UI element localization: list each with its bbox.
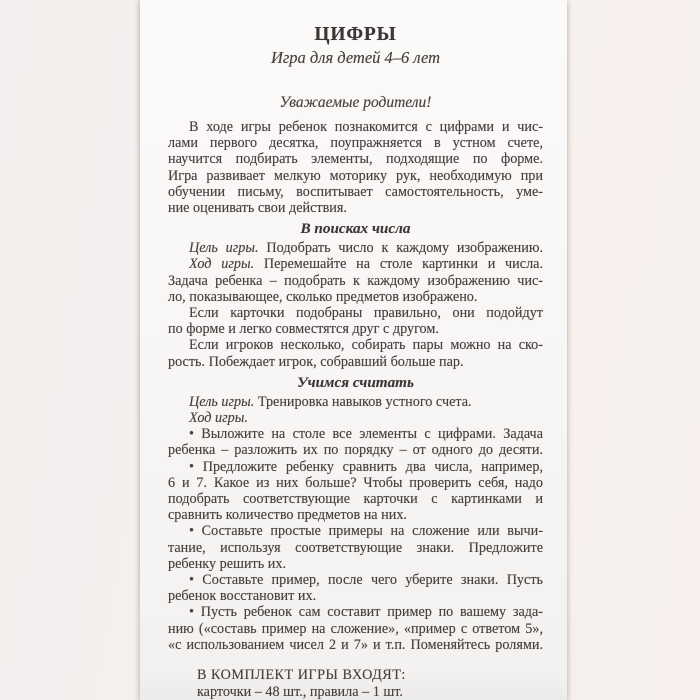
text-line: обучении письму, воспитывает самостоятельность, уме- xyxy=(168,183,543,200)
text-line: лами первого десятка, поупражняется в устном счете, xyxy=(168,135,543,152)
text-line: по форме и легко совместятся друг с другом. xyxy=(168,321,439,338)
text-line: подобрать соответствующие карточки с картинками и xyxy=(168,491,543,508)
text-line: Ход игры. xyxy=(189,410,248,427)
text-line: ребенка – разложить их по порядку – от одного до десяти. xyxy=(168,442,543,459)
text-line: нию («составь пример на сложение», «пример с ответом 5», xyxy=(168,620,543,637)
text-line: научится подбирать элементы, подходящие по форме. xyxy=(168,151,543,168)
text-line: ние оценивать свои действия. xyxy=(168,200,347,217)
text-line: Ход игры. Перемешайте на столе картинки и числа. xyxy=(189,256,543,273)
section-heading: В поисках числа xyxy=(300,220,411,238)
text-line: 6 и 7. Какое из них больше? Чтобы проверить себя, надо xyxy=(168,474,543,491)
text-line: Если карточки подобраны правильно, они подойдут xyxy=(189,305,543,322)
text-line: • Составьте простые примеры на сложение или вычи- xyxy=(189,523,543,540)
text-line: «с использованием чисел 2 и 7» и т.п. Поменяйтесь ролями. xyxy=(168,636,543,653)
text-line: ребенку решить их. xyxy=(168,555,287,572)
document-body xyxy=(168,119,543,653)
kit-heading: В КОМПЛЕКТ ИГРЫ ВХОДЯТ: xyxy=(197,667,406,684)
text-line: ребенок восстановит их. xyxy=(168,588,317,605)
text-line: рость. Побеждает игрок, собравший больше пар. xyxy=(168,353,464,370)
text-line: сравнить количество предметов на них. xyxy=(168,507,407,524)
text-line: ло, показывающее, сколько предметов изображено. xyxy=(168,288,478,305)
instruction-sheet xyxy=(140,0,567,700)
text-line: Цель игры. Подобрать число к каждому изображению. xyxy=(189,240,543,257)
greeting-line: Уважаемые родители! xyxy=(279,94,432,111)
text-line: • Предложите ребенку сравнить два числа, например, xyxy=(189,458,543,475)
text-line: Если игроков несколько, собирать пары можно на ско- xyxy=(189,337,543,354)
text-line: • Составьте пример, после чего уберите знаки. Пусть xyxy=(189,572,543,589)
text-line: В ходе игры ребенок познакомится с цифрами и чис- xyxy=(189,119,543,135)
kit-items: карточки – 48 шт., правила – 1 шт. xyxy=(197,683,403,700)
text-line: Цель игры. Тренировка навыков устного счета. xyxy=(189,393,472,410)
text-line: • Выложите на столе все элементы с цифрами. Задача xyxy=(189,426,543,443)
text-line: тание, используя соответствующие знаки. Предложите xyxy=(168,539,543,556)
document-title: ЦИФРЫ xyxy=(314,24,397,45)
kit-contents xyxy=(197,667,543,700)
text-line: Игра развивает мелкую моторику рук, необходимую при xyxy=(168,167,543,184)
section-heading: Учимся считать xyxy=(297,373,414,391)
text-line: • Пусть ребенок сам составит пример по вашему зада- xyxy=(189,604,543,621)
document-subtitle: Игра для детей 4–6 лет xyxy=(270,48,441,67)
text-line: Задача ребенка – подобрать к каждому изображению чис- xyxy=(168,272,543,289)
